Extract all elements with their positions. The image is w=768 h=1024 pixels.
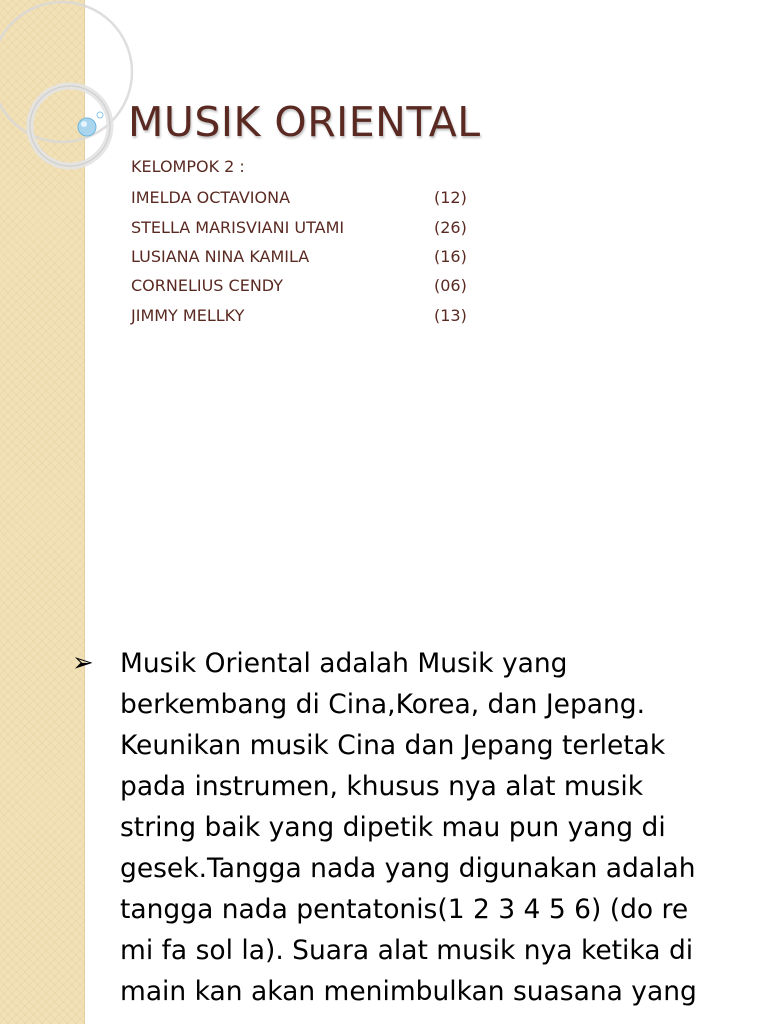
member-name: JIMMY MELLKY xyxy=(131,305,245,325)
member-row xyxy=(131,301,491,330)
member-number: (13) xyxy=(434,305,467,325)
member-name: IMELDA OCTAVIONA xyxy=(131,188,291,208)
member-row xyxy=(131,183,491,212)
bullet-text: Musik Oriental adalah Musik yang berkembang di Cina,Korea, dan Jepang. Keunikan musik Cina dan Jepang terletak pada instrumen, khusus nya alat musik string baik yang dipetik mau pun yang di gesek.Tangga nada yang digunakan adalah tangga nada pentatonis(1 2 3 4 5 6) (do re mi fa sol la). Suara alat musik nya ketika di main kan akan menimbulkan suasana yang xyxy=(120,648,697,1007)
member-name: CORNELIUS CENDY xyxy=(131,276,284,296)
member-row xyxy=(131,271,491,300)
member-row xyxy=(131,242,491,271)
member-list xyxy=(131,183,491,330)
member-number: (16) xyxy=(434,246,467,266)
member-number: (26) xyxy=(434,217,467,237)
arrowhead-bullet-icon: ➢ xyxy=(72,648,94,678)
bullet-paragraph xyxy=(72,643,732,1012)
member-name: STELLA MARISVIANI UTAMI xyxy=(131,217,345,237)
member-number: (06) xyxy=(434,276,467,296)
decorative-rings-icon xyxy=(0,0,140,200)
slide-title: MUSIK ORIENTAL xyxy=(128,98,481,146)
member-number: (12) xyxy=(434,188,467,208)
member-row xyxy=(131,212,491,241)
group-label: KELOMPOK 2 : xyxy=(131,157,245,176)
member-name: LUSIANA NINA KAMILA xyxy=(131,246,310,266)
